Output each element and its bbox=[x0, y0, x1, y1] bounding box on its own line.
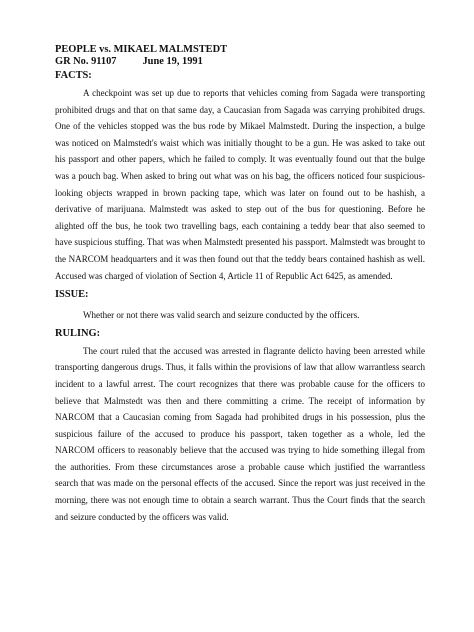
decision-date: June 19, 1991 bbox=[142, 56, 203, 67]
case-title: PEOPLE vs. MIKAEL MALMSTEDT bbox=[55, 44, 228, 55]
issue-paragraph: Whether or not there was valid search and seizure conducted by the officers. bbox=[83, 310, 360, 321]
issue-heading: ISSUE: bbox=[55, 289, 89, 301]
facts-heading: FACTS: bbox=[55, 70, 92, 81]
ruling-paragraph: The court ruled that the accused was arrested in flagrante delicto having been arrested while transporting dangerous drugs. Thus, it falls within the provisions of law that allow warrantless search incident to a lawful arrest. The court recognizes that there was probable cause for the officers to believe that Malmstedt was then and there committing a crime. The receipt of information by NARCOM that a Caucasian coming from Sagada had prohibited drugs in his possession, plus the suspicious failure of the accused to produce his passport, taken together as a whole, led the NARCOM officers to reasonably believe that the accused was trying to hide something illegal from the authorities. From these circumstances arose a probable cause which justified the warrantless search that was made on the personal effects of the accused. Since the report was just received in the morning, there was not enough time to obtain a search warrant. Thus the Court finds that the search and seizure conducted by the officers was valid. bbox=[55, 345, 425, 522]
ruling-heading: RULING: bbox=[55, 327, 101, 339]
gr-number: GR No. 91107 bbox=[55, 56, 117, 67]
facts-paragraph: A checkpoint was set up due to reports that vehicles coming from Sagada were transporting prohibited drugs and that on that same day, a Caucasian from Sagada was carrying prohibited drugs. One of the vehicles stopped was the bus rode by Mikael Malmstedt. During the inspection, a bulge was noticed on Malmstedt's waist which was initially thought to be a gun. He was asked to take out his passport and other papers, which he failed to comply. It was eventually found out that the bulge was a pouch bag. When asked to bring out what was on his bag, the officers noticed four suspicious-looking objects wrapped in brown packing tape, which was later on found out to be hashish, a derivative of marijuana. Malmstedt was asked to step out of the bus for questioning. Before he alighted off the bus, he took two travelling bags, each containing a teddy bear that also seemed to have suspicious stuffing. That was when Malmstedt presented his passport. Malmstedt was brought to the NARCOM headquarters and it was then found out that the teddy bears contained hashish as well. Accused was charged of violation of Section 4, Article 11 of Republic Act 6425, as amended. bbox=[55, 88, 425, 281]
document-page bbox=[55, 44, 425, 525]
case-reference bbox=[55, 56, 425, 68]
